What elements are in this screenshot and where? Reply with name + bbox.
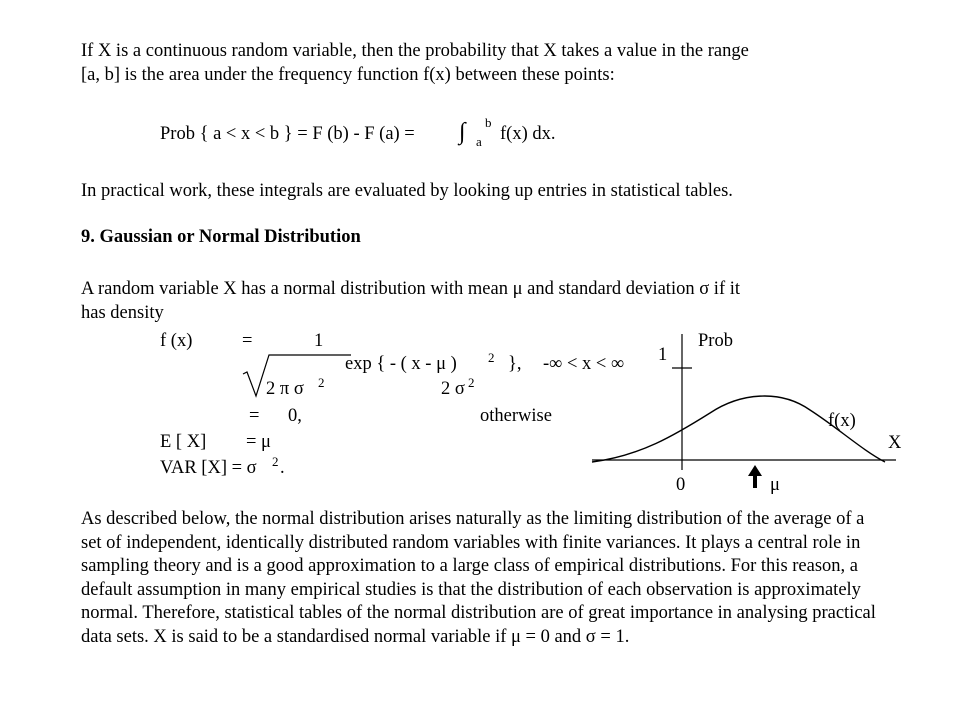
integral-upper-limit: b: [485, 115, 492, 130]
otherwise-label: otherwise: [480, 406, 552, 426]
intro-line-2: [a, b] is the area under the frequency function f(x) between these points:: [81, 65, 615, 85]
density-numerator: 1: [314, 331, 324, 351]
closing-paragraph: As described below, the normal distribution arises naturally as the limiting distribution of the average of a set of independent, identically distributed random variables with finite variances. It plays a central role in sampling theory and is a good approximation to a large class of empirical distributions. For this reason, a default assumption in many empirical studies is that the distribution of each observation is approximately normal. Therefore, statistical tables of the normal distribution are of great importance in analysing practical data sets. X is said to be a standardised normal variable if μ = 0 and σ = 1.: [81, 509, 876, 647]
section-heading: 9. Gaussian or Normal Distribution: [81, 227, 361, 247]
sketch-fx-label: f(x): [828, 411, 856, 431]
sketch-one-label: 1: [658, 345, 668, 365]
variance-superscript: 2: [272, 454, 279, 469]
definition-line-1: A random variable X has a normal distribution with mean μ and standard deviation σ if it: [81, 279, 741, 299]
prob-formula-main: Prob { a < x < b } = F (b) - F (a) =: [160, 124, 415, 144]
practical-note: In practical work, these integrals are evaluated by looking up entries in statistical tables.: [81, 181, 733, 201]
density-range: -∞ < x < ∞: [543, 354, 625, 374]
expectation-lhs: E [ X]: [160, 432, 207, 452]
density-lhs: f (x): [160, 331, 193, 351]
exp-denominator: 2 σ: [441, 379, 465, 399]
exp-denominator-superscript: 2: [468, 375, 475, 390]
otherwise-equals: =: [249, 406, 260, 426]
definition-line-2: has density: [81, 303, 164, 323]
density-exp: exp { - ( x - μ ): [345, 354, 457, 374]
sketch-prob-label: Prob: [698, 331, 733, 351]
sketch-x-label: X: [888, 433, 902, 453]
density-exp-superscript: 2: [488, 350, 495, 365]
sketch-zero-label: 0: [676, 475, 686, 495]
normal-curve-sketch: [580, 320, 910, 500]
integral-lower-limit: a: [476, 134, 482, 149]
integral-sign: ∫: [459, 119, 466, 145]
intro-line-1: If X is a continuous random variable, then the probability that X takes a value in the range: [81, 41, 749, 61]
density-equals: =: [242, 331, 253, 351]
sqrt-argument: 2 π σ: [266, 379, 304, 399]
density-exp-close: },: [508, 354, 522, 374]
mean-arrow-head: [748, 465, 762, 476]
prob-formula-tail: f(x) dx.: [500, 124, 556, 144]
otherwise-zero: 0,: [288, 406, 302, 426]
variance-end: .: [280, 458, 285, 478]
sketch-mu-label: μ: [770, 475, 780, 495]
expectation-rhs: = μ: [246, 432, 271, 452]
sqrt-argument-superscript: 2: [318, 375, 325, 390]
variance-lhs: VAR [X] = σ: [160, 458, 257, 478]
